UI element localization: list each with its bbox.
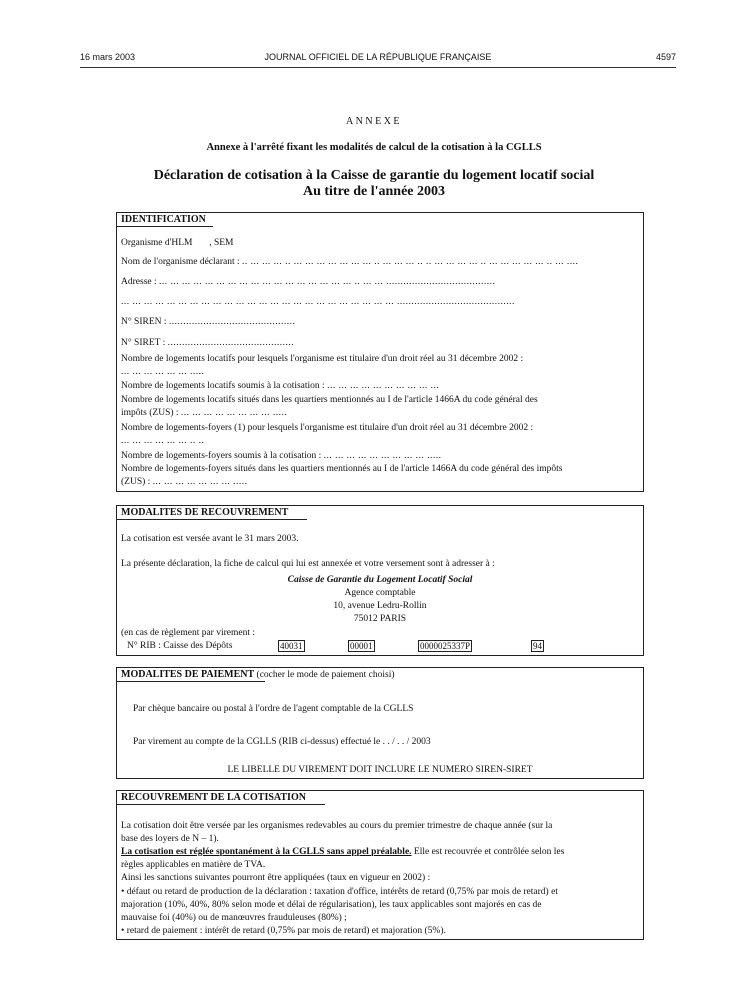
rib-label: N° RIB : Caisse des Dépôts [127, 641, 233, 651]
adresse-label: Adresse : [121, 277, 157, 287]
paiement-heading: MODALITES DE PAIEMENT [121, 669, 255, 680]
paiement-option-cheque[interactable]: Par chèque bancaire ou postal à l'ordre de l'agent comptable de la CGLLS [133, 704, 414, 714]
q-logements-soumis[interactable]: Nombre de logements locatifs soumis à la cotisation : ... ... ... ... ... ... ... ... ... ... [121, 381, 440, 391]
recouvrement-heading: MODALITES DE RECOUVREMENT [121, 507, 289, 518]
paiement-libelle-notice: LE LIBELLE DU VIREMENT DOIT INCLURE LE NUMERO SIREN-SIRET [227, 765, 533, 775]
recouvrement-virement-note: (en cas de règlement par virement : [121, 628, 255, 638]
header-rule [80, 67, 676, 68]
q-foyers-zus-line1: Nombre de logements-foyers situés dans les quartiers mentionnés au I de l'article 1466A du code général des impôts [121, 464, 563, 474]
cotisation-p4-line3: mauvaise foi (40%) ou de manœuvres frauduleuses (80%) ; [121, 913, 347, 923]
q-foyers-droit-reel-answer[interactable]: ... ... ... ... ... ... .. .. [121, 436, 205, 446]
rib-code-banque: 40031 [280, 641, 303, 651]
rib-code-guichet: 00001 [350, 641, 373, 651]
cotisation-heading: RECOUVREMENT DE LA COTISATION [121, 792, 306, 803]
paiement-heading-note: (cocher le mode de paiement choisi) [256, 670, 395, 680]
recouvrement-rue: 10, avenue Ledru-Rollin [333, 601, 427, 611]
annexe-subtitle: Annexe à l'arrêté fixant les modalités de calcul de la cotisation à la CGLLS [206, 142, 542, 153]
header-date: 16 mars 2003 [80, 52, 136, 62]
recouvrement-instruction: La présente déclaration, la fiche de calcul qui lui est annexée et votre versement sont à adresser à : [121, 559, 495, 569]
siret-label: N° SIRET : [121, 338, 166, 348]
q-foyers-zus-answer[interactable]: (ZUS) : ... ... ... ... ... ... ... ..... [121, 477, 248, 487]
document-title [0, 168, 748, 200]
cotisation-p5: • retard de paiement : intérêt de retard (0,75% par mois de retard) et majoration (5%). [121, 926, 446, 936]
q-foyers-soumis-label: Nombre de logements-foyers soumis à la cotisation : [121, 451, 322, 461]
sem-label: , SEM [209, 238, 234, 248]
siret-field[interactable]: N° SIRET : ............................................ [121, 338, 295, 348]
header-page-number: 4597 [655, 52, 676, 62]
running-header [80, 52, 676, 66]
cotisation-p1-line1: La cotisation doit être versée par les organismes redevables au cours du premier trimestre de chaque année (sur la [121, 821, 553, 831]
recouvrement-agence: Agence comptable [344, 588, 416, 598]
nom-field[interactable]: Nom de l'organisme déclarant : .. ... ... ... .. ... ... ... ... ... ... ... .. ... ... ... .. .. ... ... ... ... .. ... ... ... ... ... .. ... .... [121, 257, 579, 267]
identification-heading: IDENTIFICATION [121, 214, 206, 225]
annexe-label: ANNEXE [345, 116, 403, 127]
recouvrement-heading-rule [117, 519, 307, 520]
cotisation-section [116, 790, 644, 940]
q-logements-zus-answer[interactable]: impôts (ZUS) : ... ... ... ... ... ... ... ... ..... [121, 408, 288, 418]
cotisation-p2-emphasis: La cotisation est réglée spontanément à la CGLLS sans appel préalable. [121, 847, 412, 857]
q-foyers-zus-label: (ZUS) : [121, 477, 151, 487]
rib-cle: 94 [533, 641, 542, 651]
identification-section [116, 212, 644, 492]
q-logements-soumis-label: Nombre de logements locatifs soumis à la cotisation : [121, 381, 325, 391]
identification-heading-rule [117, 226, 213, 227]
rib-numero-compte: 0000025337P [420, 641, 471, 651]
q-logements-zus-label: impôts (ZUS) : [121, 408, 179, 418]
recouvrement-ville: 75012 PARIS [353, 614, 407, 624]
q-logements-droit-reel-answer[interactable]: ... ... ... ... ... ... ..... [121, 367, 205, 377]
document-title-line1: Déclaration de cotisation à la Caisse de garantie du logement locatif social [153, 168, 595, 183]
cotisation-p4-line2: majoration (10%, 40%, 80% selon mode et délai de régularisation), les taux applicables sont majorés en cas de [121, 900, 542, 910]
q-foyers-soumis[interactable]: Nombre de logements-foyers soumis à la cotisation : ... ... ... ... ... ... ... ... ... ..... [121, 451, 442, 461]
q-logements-droit-reel: Nombre de logements locatifs pour lesquels l'organisme est titulaire d'un droit réel au 31 décembre 2002 : [121, 354, 524, 364]
document-title-line2: Au titre de l'année 2003 [302, 184, 446, 199]
recouvrement-section [116, 505, 644, 656]
paiement-heading-line [121, 669, 639, 682]
recouvrement-org: Caisse de Garantie du Logement Locatif Social [287, 575, 473, 585]
paiement-option-virement[interactable]: Par virement au compte de la CGLLS (RIB ci-dessus) effectué le . . / . . / 2003 [133, 737, 431, 747]
header-journal-title: JOURNAL OFFICIEL DE LA RÉPUBLIQUE FRANÇAISE [264, 52, 492, 62]
nom-label: Nom de l'organisme déclarant : [121, 257, 240, 267]
siren-label: N° SIREN : [121, 317, 167, 327]
cotisation-p2-line1 [121, 846, 639, 859]
q-logements-zus-line1: Nombre de logements locatifs situés dans les quartiers mentionnés au I de l'article 1466A du code général des [121, 395, 538, 405]
cotisation-p3: Ainsi les sanctions suivantes pourront être appliquées (taux en vigueur en 2002) : [121, 873, 431, 883]
adresse-field[interactable]: Adresse : ... ... ... ... ... ... ... ... ... ... ... ... ... ... ... ... ... .. ... ... ...................................... [121, 277, 496, 287]
adresse-continuation[interactable]: ... ... ... ... ... ... ... ... ... ... ... ... ... ... ... ... ... ... ... ... ... ... ... ... ......................................... [121, 297, 515, 307]
cotisation-p2-line2: règles applicables en matière de TVA. [121, 860, 266, 870]
q-foyers-droit-reel: Nombre de logements-foyers (1) pour lesquels l'organisme est titulaire d'un droit réel au 31 décembre 2002 : [121, 423, 534, 433]
siren-field[interactable]: N° SIREN : ............................................ [121, 317, 296, 327]
organisme-label: Organisme d'HLM [121, 238, 193, 248]
paiement-heading-rule [117, 681, 265, 682]
paiement-section [116, 667, 644, 779]
cotisation-p1-line2: base des loyers de N – 1). [121, 834, 219, 844]
cotisation-p4-line1: • défaut ou retard de production de la déclaration : taxation d'office, intérêts de retard (0,75% par mois de retard) et [121, 887, 558, 897]
cotisation-heading-rule [117, 804, 325, 805]
cotisation-p2-rest: Elle est recouvrée et contrôlée selon les [411, 847, 565, 857]
organisme-line [121, 237, 639, 250]
recouvrement-deadline: La cotisation est versée avant le 31 mars 2003. [121, 534, 299, 544]
rib-boxes [117, 640, 643, 652]
